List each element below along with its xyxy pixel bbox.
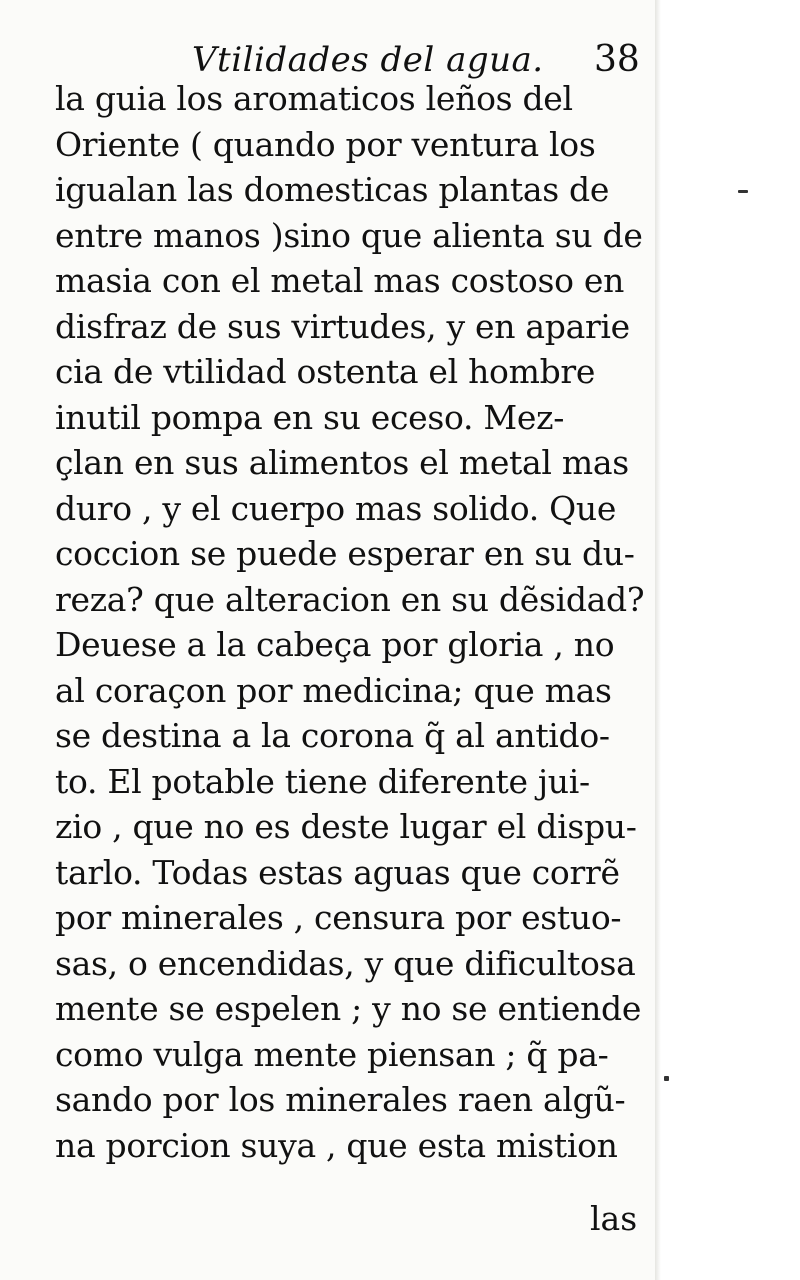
text-line: tarlo. Todas estas aguas que corrẽ bbox=[55, 852, 620, 892]
running-title: Vtilidades del agua. bbox=[192, 40, 544, 80]
text-line: igualan las domesticas plantas de bbox=[55, 170, 610, 209]
text-line: entre manos )sino que alienta su de bbox=[55, 215, 643, 255]
text-line: sas, o encendidas, y que dificultosa bbox=[55, 943, 636, 983]
text-line: to. El potable tiene diferente jui- bbox=[55, 761, 590, 801]
text-line: Deuese a la cabeça por gloria , no bbox=[55, 625, 615, 664]
ink-speck bbox=[738, 190, 748, 193]
text-line: na porcion suya , que esta mistion bbox=[55, 1125, 618, 1165]
text-line: disfraz de sus virtudes, y en aparie bbox=[55, 306, 630, 346]
text-line: duro , y el cuerpo mas solido. Que bbox=[55, 488, 617, 528]
catchword: las bbox=[590, 1199, 638, 1238]
text-line: cia de vtilidad ostenta el hombre bbox=[55, 352, 596, 391]
text-line: inutil pompa en su eceso. Mez- bbox=[55, 397, 565, 437]
text-line: reza? que alteracion en su dẽsidad? bbox=[55, 579, 645, 619]
body-text bbox=[55, 76, 655, 1168]
text-line: zio , que no es deste lugar el dispu- bbox=[55, 807, 637, 846]
text-line: mente se espelen ; y no se entiende bbox=[55, 989, 642, 1028]
page-edge bbox=[655, 0, 661, 1280]
text-line: Oriente ( quando por ventura los bbox=[55, 124, 596, 164]
text-line: como vulga mente piensan ; q̃ pa- bbox=[55, 1034, 609, 1074]
text-line: se destina a la corona q̃ al antido- bbox=[55, 716, 610, 755]
text-line: sando por los minerales raen algũ- bbox=[55, 1080, 626, 1119]
text-line: por minerales , censura por estuo- bbox=[55, 898, 622, 937]
text-line: la guia los aromaticos leños del bbox=[55, 79, 573, 118]
text-line: masia con el metal mas costoso en bbox=[55, 261, 625, 300]
text-line: çlan en sus alimentos el metal mas bbox=[55, 443, 629, 482]
page-number: 38 bbox=[594, 39, 640, 80]
text-line: coccion se puede esperar en su du- bbox=[55, 534, 635, 573]
ink-speck bbox=[664, 1076, 669, 1081]
text-line: al coraçon por medicina; que mas bbox=[55, 670, 612, 710]
